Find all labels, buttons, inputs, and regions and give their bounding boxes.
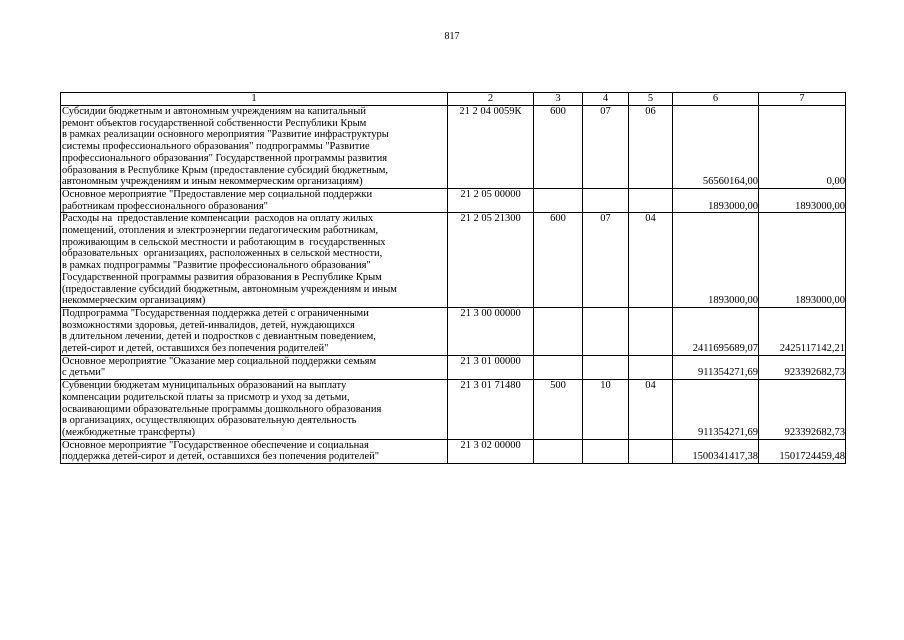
row-expense-type: 600 <box>534 106 583 189</box>
column-header: 2 <box>448 93 534 106</box>
row-description: Основное мероприятие "Оказание мер социальной поддержки семьям с детьми" <box>61 355 448 379</box>
row-amount-col6: 1500341417,38 <box>673 439 759 463</box>
row-section <box>583 439 629 463</box>
row-target-code: 21 3 01 71480 <box>448 380 534 440</box>
table-row <box>61 439 846 463</box>
column-header: 6 <box>673 93 759 106</box>
row-amount-col6: 2411695689,07 <box>673 307 759 355</box>
page-number: 817 <box>444 31 460 42</box>
row-subsection: 04 <box>629 213 673 308</box>
row-subsection <box>629 307 673 355</box>
table-header-row <box>61 93 846 106</box>
row-amount-col7: 1893000,00 <box>759 188 846 212</box>
row-expense-type: 600 <box>534 213 583 308</box>
row-target-code: 21 2 05 21300 <box>448 213 534 308</box>
table-row <box>61 213 846 308</box>
row-target-code: 21 2 04 0059К <box>448 106 534 189</box>
row-expense-type <box>534 355 583 379</box>
row-target-code: 21 3 02 00000 <box>448 439 534 463</box>
row-amount-col7: 923392682,73 <box>759 380 846 440</box>
row-subsection <box>629 439 673 463</box>
row-section <box>583 355 629 379</box>
row-amount-col7: 923392682,73 <box>759 355 846 379</box>
table-row <box>61 307 846 355</box>
row-expense-type: 500 <box>534 380 583 440</box>
row-amount-col6: 1893000,00 <box>673 213 759 308</box>
row-description: Основное мероприятие "Предоставление мер социальной поддержки работникам профессионального образования" <box>61 188 448 212</box>
row-expense-type <box>534 188 583 212</box>
row-subsection <box>629 188 673 212</box>
row-subsection: 04 <box>629 380 673 440</box>
row-amount-col7: 1893000,00 <box>759 213 846 308</box>
budget-table <box>60 92 846 464</box>
row-section: 07 <box>583 213 629 308</box>
row-target-code: 21 3 01 00000 <box>448 355 534 379</box>
column-header: 4 <box>583 93 629 106</box>
row-target-code: 21 2 05 00000 <box>448 188 534 212</box>
row-section <box>583 307 629 355</box>
row-description: Расходы на предоставление компенсации расходов на оплату жилых помещений, отопления и электроэнергии педагогическим работникам, проживающим в сельской местности и работающим в государственных образовательных организациях, расположенных в сельской местности, в рамках подпрограммы "Развитие профессионального образования" Государственной программы развития образования в Республике Крым (предоставление субсидий бюджетным, автономным учреждениям и иным некоммерческим организациям) <box>61 213 448 308</box>
column-header: 1 <box>61 93 448 106</box>
table-row <box>61 188 846 212</box>
row-description: Основное мероприятие "Государственное обеспечение и социальная поддержка детей-сирот и детей, оставшихся без попечения родителей" <box>61 439 448 463</box>
row-expense-type <box>534 307 583 355</box>
table-row <box>61 106 846 189</box>
row-subsection: 06 <box>629 106 673 189</box>
row-subsection <box>629 355 673 379</box>
row-amount-col7: 0,00 <box>759 106 846 189</box>
row-amount-col6: 56560164,00 <box>673 106 759 189</box>
column-header: 5 <box>629 93 673 106</box>
row-amount-col7: 1501724459,48 <box>759 439 846 463</box>
row-description: Субвенции бюджетам муниципальных образований на выплату компенсации родительской платы за присмотр и уход за детьми, осваивающими образовательные программы дошкольного образования в организациях, осуществляющих образовательную деятельность (межбюджетные трансферты) <box>61 380 448 440</box>
row-amount-col7: 2425117142,21 <box>759 307 846 355</box>
row-expense-type <box>534 439 583 463</box>
table-row <box>61 355 846 379</box>
row-amount-col6: 911354271,69 <box>673 380 759 440</box>
row-amount-col6: 1893000,00 <box>673 188 759 212</box>
row-amount-col6: 911354271,69 <box>673 355 759 379</box>
column-header: 7 <box>759 93 846 106</box>
row-description: Подпрограмма "Государственная поддержка детей с ограниченными возможностями здоровья, детей-инвалидов, детей, нуждающихся в длительном лечении, детей и подростков с девиантным поведением, детей-сирот и детей, оставшихся без попечения родителей" <box>61 307 448 355</box>
table-row <box>61 380 846 440</box>
row-description: Субсидии бюджетным и автономным учреждениям на капитальный ремонт объектов государственной собственности Республики Крым в рамках реализации основного мероприятия "Развитие инфраструктуры системы профессионального образования" подпрограммы "Развитие профессионального образования" Государственной программы развития образования в Республике Крым (предоставление субсидий бюджетным, автономным учреждениям и иным некоммерческим организациям) <box>61 106 448 189</box>
column-header: 3 <box>534 93 583 106</box>
row-section: 10 <box>583 380 629 440</box>
row-section <box>583 188 629 212</box>
row-section: 07 <box>583 106 629 189</box>
row-target-code: 21 3 00 00000 <box>448 307 534 355</box>
